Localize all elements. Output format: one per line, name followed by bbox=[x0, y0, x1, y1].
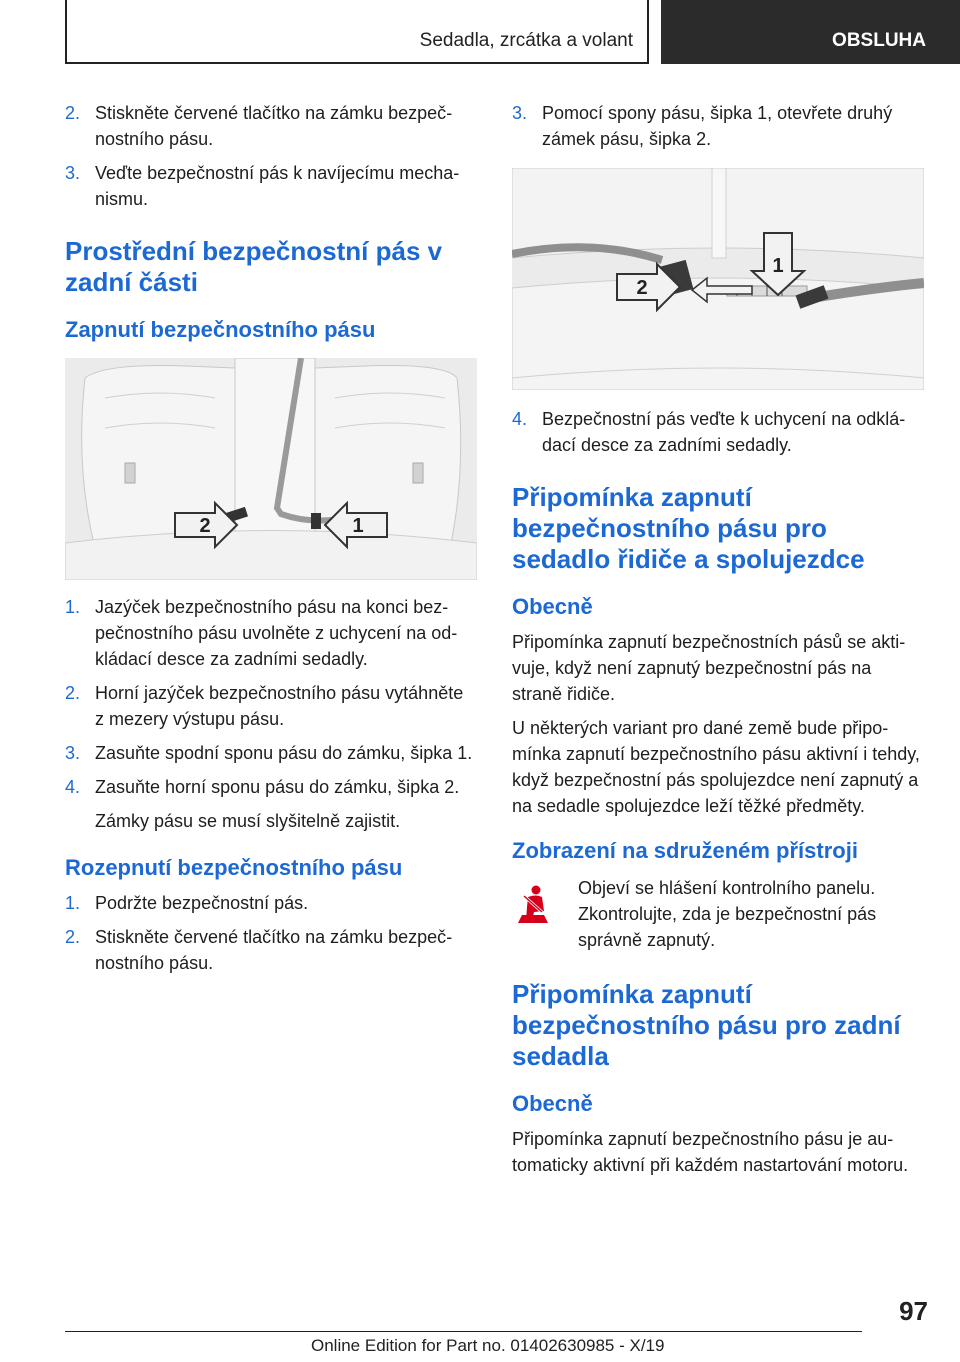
fasten-note: Zámky pásu se musí slyšitelně zajistit. bbox=[95, 811, 401, 831]
arrow-label-1: 1 bbox=[352, 515, 364, 537]
list-item: 3. Pomocí spony pásu, šipka 1, otevřete druhý zámek pásu, šipka 2. bbox=[512, 103, 893, 149]
paragraph: Připomínka zapnutí bezpečnostního pásu je automaticky aktivní při každém nastartování motoru. bbox=[512, 1129, 909, 1175]
section-title: Sedadla, zrcátka a volant bbox=[419, 30, 633, 51]
list-item: 4. Bezpečnostní pás veďte k uchycení na odkládací desce za zadními sedadly. bbox=[512, 409, 906, 455]
right-column bbox=[512, 100, 924, 1186]
paragraph: Připomínka zapnutí bezpečnostních pásů se aktivuje, když není zapnutý bezpečnostní pás na straně řidiče. bbox=[512, 632, 906, 704]
list-item: 1. Jazýček bezpečnostního pásu na konci bezpečnostního pásu uvolněte z uchycení na odkládací desce za zadními sedadly. bbox=[65, 597, 458, 669]
heading-fasten: Zapnutí bezpečnostního pásu bbox=[65, 317, 376, 342]
heading-unfasten: Rozepnutí bezpečnostního pásu bbox=[65, 855, 403, 880]
list-item: 2. Stiskněte červené tlačítko na zámku bezpečnostního pásu. bbox=[65, 103, 453, 149]
left-column bbox=[65, 100, 477, 984]
heading-driver-reminder: Připomínka zapnutí bezpečnostního pásu pro sedadlo řidiče a spolujezdce bbox=[512, 482, 865, 574]
heading-center-belt: Prostřední bezpečnostní pás v zadní části bbox=[65, 236, 443, 297]
figure-illustration bbox=[512, 168, 924, 390]
page-number: 97 bbox=[899, 1296, 928, 1326]
figure-illustration bbox=[65, 358, 477, 580]
list-item: 3. Veďte bezpečnostní pás k navíjecímu mechanismu. bbox=[65, 163, 460, 209]
list-item: 1. Podržte bezpečnostní pás. bbox=[65, 893, 309, 913]
seatbelt-warning-icon bbox=[512, 885, 552, 929]
list-item: 2. Horní jazýček bezpečnostního pásu vytáhněte z mezery výstupu pásu. bbox=[65, 683, 464, 729]
heading-general: Obecně bbox=[512, 594, 593, 619]
list-item: 2. Stiskněte červené tlačítko na zámku bezpečnostního pásu. bbox=[65, 927, 453, 973]
heading-display: Zobrazení na sdruženém přístroji bbox=[512, 838, 858, 863]
heading-general: Obecně bbox=[512, 1091, 593, 1116]
footer-edition: Online Edition for Part no. 01402630985 - X/19 bbox=[311, 1336, 665, 1355]
tab-label: OBSLUHA bbox=[832, 30, 926, 51]
paragraph: U některých variant pro dané země bude připomínka zapnutí bezpečnostního pásu aktivní i tehdy, když bezpečnostní pás spolujezdce není zapnutý a na sedadle spolujezdce leží těžké předměty. bbox=[512, 718, 920, 816]
footer-divider bbox=[65, 1331, 862, 1332]
figure-center-belt-fasten bbox=[65, 358, 477, 580]
arrow-label-2: 2 bbox=[199, 515, 211, 537]
heading-rear-reminder: Připomínka zapnutí bezpečnostního pásu pro zadní sedadla bbox=[512, 979, 901, 1071]
display-info: Objeví se hlášení kontrolního panelu. Zkontrolujte, zda je bezpečnostní pás správně zapnutý. bbox=[512, 875, 924, 953]
arrow-label-1: 1 bbox=[772, 255, 784, 277]
list-item: 3. Zasuňte spodní sponu pásu do zámku, šipka 1. bbox=[65, 743, 473, 763]
arrow-label-2: 2 bbox=[636, 277, 648, 299]
figure-second-buckle bbox=[512, 168, 924, 390]
header-tab bbox=[661, 0, 960, 64]
header-section-box bbox=[65, 0, 649, 64]
list-item: 4. Zasuňte horní sponu pásu do zámku, šipka 2. bbox=[65, 777, 460, 797]
